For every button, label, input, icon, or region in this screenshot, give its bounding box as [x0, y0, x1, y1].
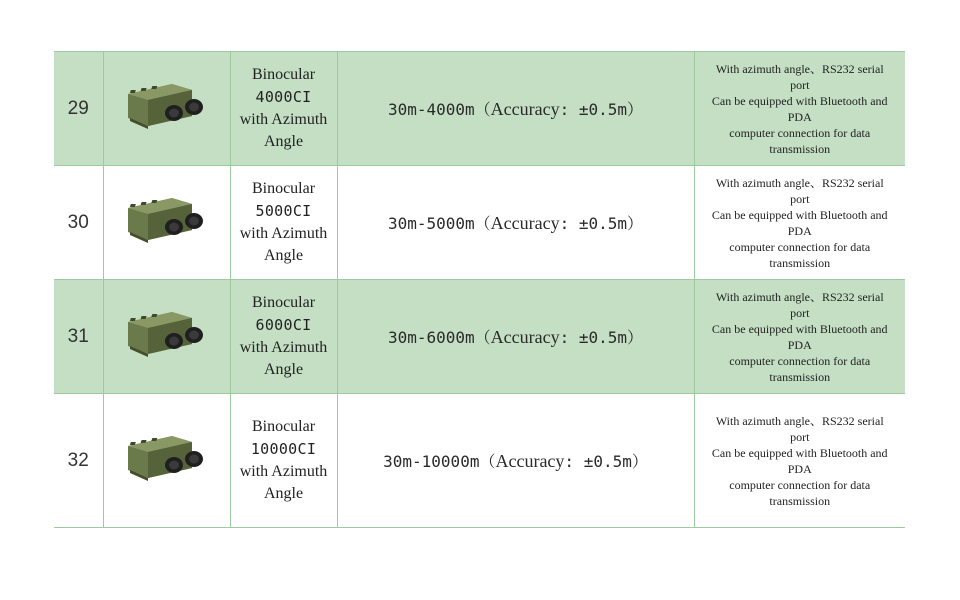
range-accuracy-cell: 30m-10000m（Accuracy: ±0.5m） — [337, 394, 694, 528]
binocular-rangefinder-icon — [122, 428, 212, 488]
range-accuracy-cell: 30m-5000m（Accuracy: ±0.5m） — [337, 166, 694, 280]
feature-description-cell: With azimuth angle、RS232 serial port Can be equipped with Bluetooth and PDA computer connection for data transmission — [694, 280, 905, 394]
product-image-cell — [103, 280, 230, 394]
product-image-cell — [103, 166, 230, 280]
table-row — [54, 280, 905, 394]
product-name-cell: Binocular 10000CI with Azimuth Angle — [230, 394, 337, 528]
row-number: 30 — [54, 166, 103, 280]
row-number: 31 — [54, 280, 103, 394]
range-accuracy-cell: 30m-6000m（Accuracy: ±0.5m） — [337, 280, 694, 394]
binocular-rangefinder-icon — [122, 190, 212, 250]
product-name-cell: Binocular 5000CI with Azimuth Angle — [230, 166, 337, 280]
product-name-cell: Binocular 6000CI with Azimuth Angle — [230, 280, 337, 394]
table-row — [54, 166, 905, 280]
table-row — [54, 52, 905, 166]
binocular-rangefinder-icon — [122, 76, 212, 136]
product-image-cell — [103, 394, 230, 528]
feature-description-cell: With azimuth angle、RS232 serial port Can be equipped with Bluetooth and PDA computer connection for data transmission — [694, 166, 905, 280]
product-spec-table — [54, 51, 905, 528]
feature-description-cell: With azimuth angle、RS232 serial port Can be equipped with Bluetooth and PDA computer connection for data transmission — [694, 394, 905, 528]
product-image-cell — [103, 52, 230, 166]
range-accuracy-cell: 30m-4000m（Accuracy: ±0.5m） — [337, 52, 694, 166]
row-number: 29 — [54, 52, 103, 166]
product-name-cell: Binocular 4000CI with Azimuth Angle — [230, 52, 337, 166]
row-number: 32 — [54, 394, 103, 528]
binocular-rangefinder-icon — [122, 304, 212, 364]
feature-description-cell: With azimuth angle、RS232 serial port Can be equipped with Bluetooth and PDA computer connection for data transmission — [694, 52, 905, 166]
table-row — [54, 394, 905, 528]
